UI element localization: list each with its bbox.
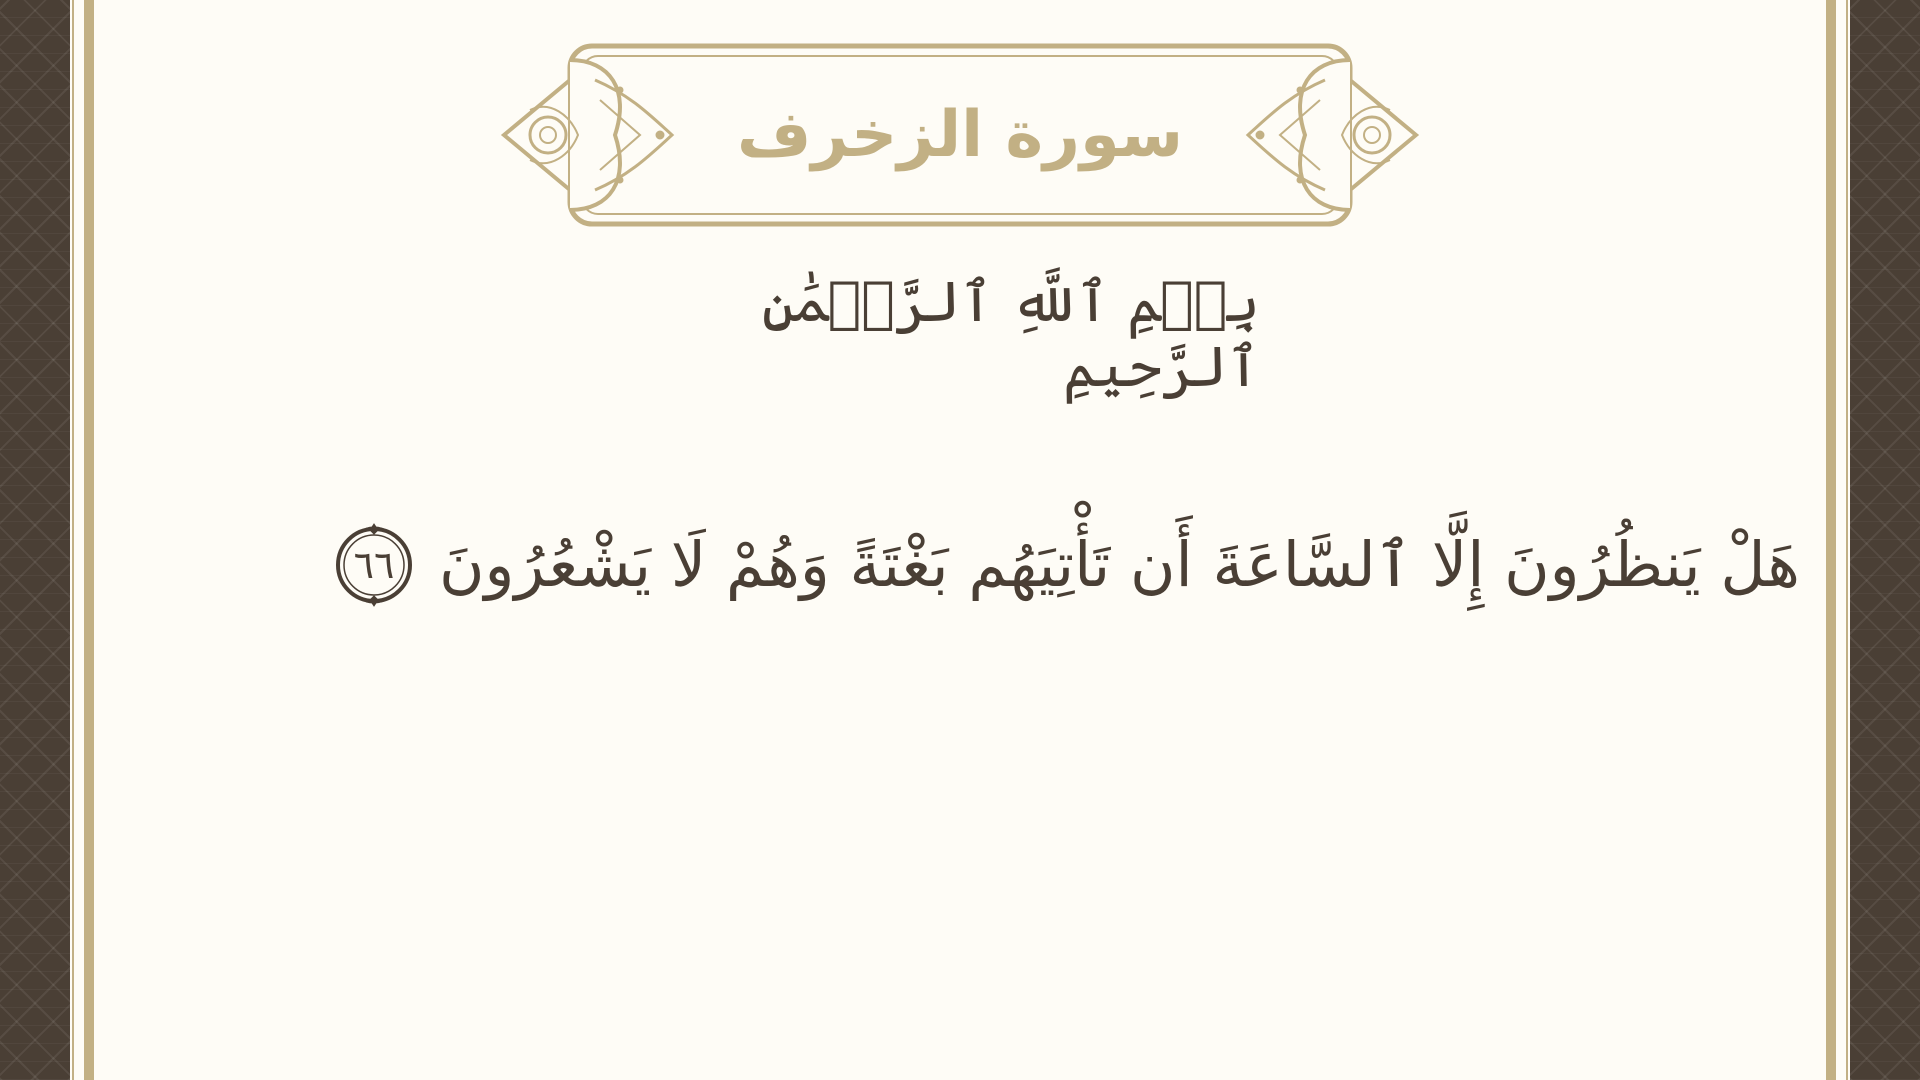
verse-line <box>320 500 1800 630</box>
left-gold-rule <box>84 0 94 1080</box>
left-decorative-border <box>0 0 70 1080</box>
ayah-number: ٦٦ <box>353 543 395 587</box>
right-decorative-border <box>1850 0 1920 1080</box>
right-thin-gold-rule <box>1846 0 1848 1080</box>
left-thin-gold-rule <box>72 0 74 1080</box>
ayah-end-marker <box>331 522 417 608</box>
surah-title: سورة الزخرف <box>736 98 1184 172</box>
verse-text: هَلْ يَنظُرُونَ إِلَّا ٱلسَّاعَةَ أَن تَأْتِيَهُم بَغْتَةً وَهُمْ لَا يَشْعُرُونَ <box>438 528 1800 601</box>
right-gold-rule <box>1826 0 1836 1080</box>
surah-title-cartouche <box>500 40 1420 230</box>
basmala: بِسۡمِ ٱللَّهِ ٱلرَّحۡمَٰنِ ٱلرَّحِيمِ <box>761 270 1260 400</box>
